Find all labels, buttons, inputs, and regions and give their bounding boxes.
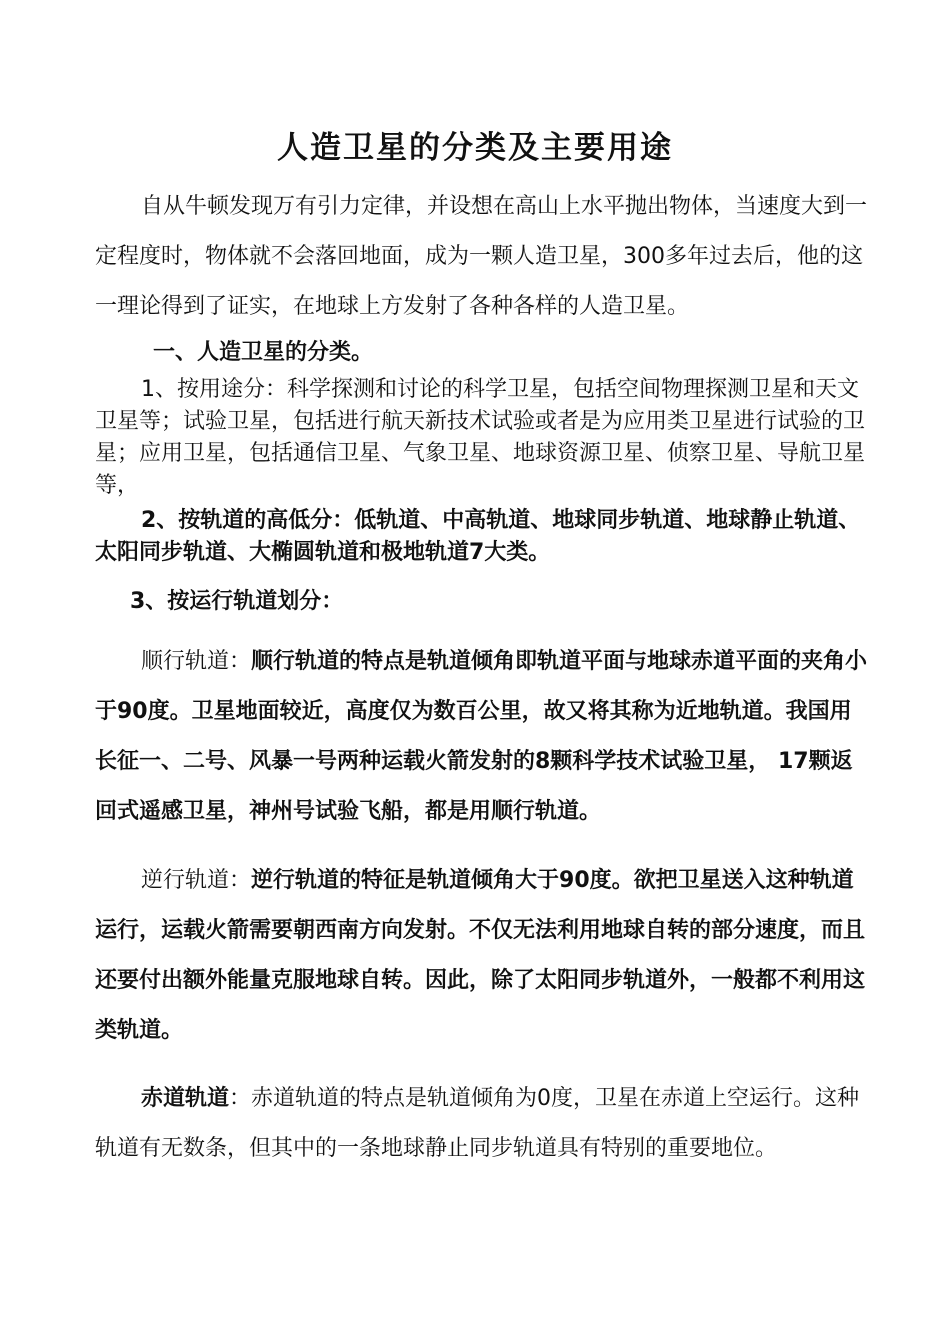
section-heading: 一、人造卫星的分类。 <box>153 340 374 365</box>
orbit-label: 逆行轨道： <box>141 868 252 893</box>
retrograde-orbit-paragraph <box>95 856 870 1056</box>
orbit-description: 逆行轨道的特征是轨道倾角大于90度。欲把卫星送入这种轨道运行，运载火箭需要朝西南方向发射。不仅无法利用地球自转的部分速度，而且还要付出额外能量克服地球自转。因此，除了太阳同步轨道外，一般都不利用这类轨道。 <box>95 868 866 1043</box>
orbit-description: 顺行轨道的特点是轨道倾角即轨道平面与地球赤道平面的夹角小于90度。卫星地面较近，高度仅为数百公里，故又将其称为近地轨道。我国用长征一、二号、风暴一号两种运载火箭发射的8颗科学技术试验卫星， 17颗返回式遥感卫星，神州号试验飞船，都是用顺行轨道。 <box>95 649 868 824</box>
intro-paragraph: 自从牛顿发现万有引力定律，并设想在高山上水平抛出物体，当速度大到一定程度时，物体就不会落回地面，成为一颗人造卫星，300多年过去后，他的这一理论得到了证实，在地球上方发射了各种各样的人造卫星。 <box>95 194 868 319</box>
classification-by-altitude: 2、按轨道的高低分：低轨道、中高轨道、地球同步轨道、地球静止轨道、太阳同步轨道、大椭圆轨道和极地轨道7大类。 <box>95 508 861 565</box>
equatorial-orbit-paragraph <box>95 1074 870 1174</box>
prograde-orbit-paragraph <box>95 637 870 837</box>
classification-by-use: 1、按用途分：科学探测和讨论的科学卫星，包括空间物理探测卫星和天文卫星等；试验卫星，包括进行航天新技术试验或者是为应用类卫星进行试验的卫星；应用卫星，包括通信卫星、气象卫星、地球资源卫星、侦察卫星、导航卫星等， <box>95 377 866 498</box>
classification-by-orbit-heading: 3、按运行轨道划分： <box>130 589 344 614</box>
orbit-label-separator: ： <box>229 1086 252 1111</box>
page-title: 人造卫星的分类及主要用途 <box>277 130 673 166</box>
orbit-label: 赤道轨道 <box>141 1086 230 1111</box>
orbit-label: 顺行轨道： <box>141 649 252 674</box>
orbit-description: 赤道轨道的特点是轨道倾角为0度，卫星在赤道上空运行。这种轨道有无数条，但其中的一条地球静止同步轨道具有特别的重要地位。 <box>95 1086 860 1161</box>
